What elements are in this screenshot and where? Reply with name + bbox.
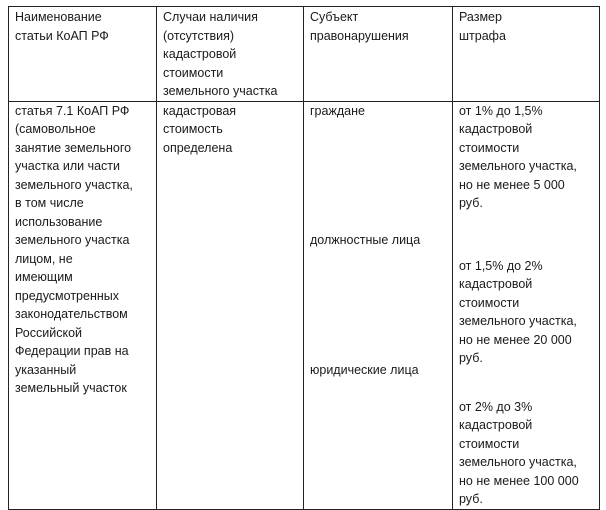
fine-cell	[453, 101, 600, 509]
subject-cell	[304, 101, 453, 509]
subject-officials: должностные лица	[310, 233, 421, 247]
header-subject: Субъект правонарушения	[310, 10, 409, 43]
article-cell	[9, 101, 157, 509]
case-cell	[157, 101, 304, 509]
fine-citizens: от 1% до 1,5% кадастровой стоимости земельного участка, но не менее 5 000 руб.	[459, 103, 577, 210]
header-fine-cell	[453, 7, 600, 102]
header-case: Случаи наличия (отсутствия) кадастровой стоимости земельного участка	[163, 10, 278, 98]
header-article-cell	[9, 7, 157, 102]
case-text: кадастровая стоимость определена	[163, 103, 237, 155]
subject-legal-entities: юридические лица	[310, 362, 419, 377]
fines-table	[8, 6, 600, 510]
header-subject-cell	[304, 7, 453, 102]
fine-legal-entities: от 2% до 3% кадастровой стоимости земельного участка, но не менее 100 000 руб.	[459, 399, 579, 506]
header-fine: Размер штрафа	[459, 10, 506, 43]
subject-citizens: граждане	[310, 103, 365, 118]
table-row	[9, 101, 600, 509]
article-text: статья 7.1 КоАП РФ (самовольное занятие земельного участка или части земельного участка, в том числе использование земельного участка лицом, не имеющим предусмотренных законодательством Российской Федерации прав на указанный земельный участок	[15, 103, 133, 395]
header-row	[9, 7, 600, 102]
header-case-cell	[157, 7, 304, 102]
header-article: Наименование статьи КоАП РФ	[15, 10, 109, 43]
fine-officials: от 1,5% до 2% кадастровой стоимости земельного участка, но не менее 20 000 руб.	[459, 258, 577, 365]
